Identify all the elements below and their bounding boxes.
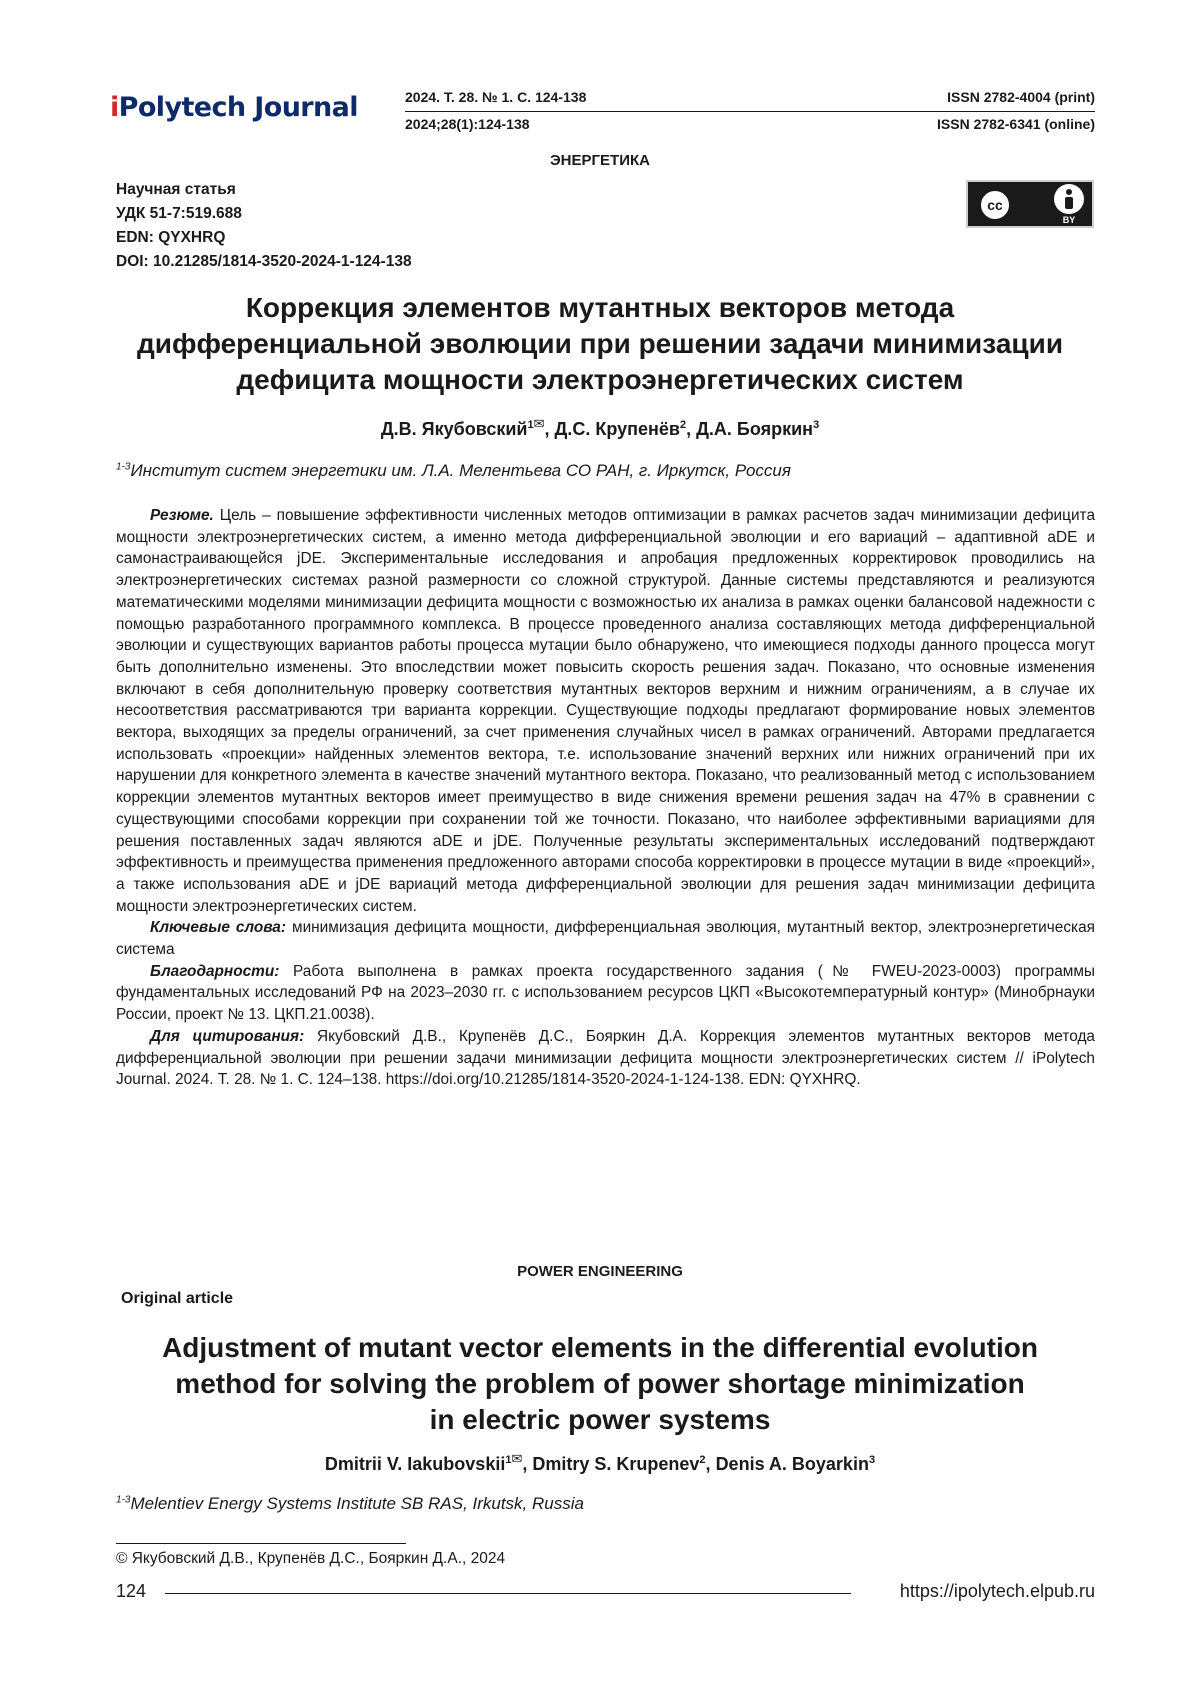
- cc-by-license-badge[interactable]: [966, 180, 1094, 228]
- authors-en: Dmitrii V. Iakubovskii$^{1✉}$, Dmitry S. Krupenev$^2$, Denis A. Boyarkin$^3$: [324, 1451, 876, 1474]
- acknowledgements: Благодарности: Работа выполнена в рамках проекта государственного задания (№ FWEU-2023-0003) программы фундаментальных исследований РФ на 2023–2030 гг. с использованием ресурсов ЦКП «Высокотемпературный контур» (Минобрнауки России, проект № 13. ЦКП.21.0038).: [116, 962, 1095, 1024]
- citation-ru: 2024. Т. 28. № 1. С. 124-138: [405, 89, 587, 105]
- footnote-divider: [116, 1543, 406, 1544]
- issn-online: ISSN 2782-6341 (online): [937, 116, 1095, 132]
- abstract: Резюме. Цель – повышение эффективности численных методов оптимизации в рамках расчетов задач минимизации дефицита мощности электроэнергетических систем, а именно метода дифференциальной эволюции и его вариаций – адаптивной aDE и самонастраивающейся jDE. Экспериментальные исследования и апробация предложенных корректировок проводились на электроэнергетических системах разной размерности со сложной структурой. Данные системы представляются и реализуются математическими моделями минимизации дефицита мощности с возможностью их анализа в рамках оценки балансовой надежности с помощью разработанного программного комплекса. В процессе проведенного анализа составляющих метода дифференциальной эволюции и существующих вариантов работы процесса мутации было обнаружено, что имеющиеся подходы данного процесса могут быть дополнительно изменены. Это впоследствии может повысить скорость решения задач. Показано, что основные изменения включают в себя дополнительную проверку соответствия мутантных векторов верхним и нижним ограничениям, а в случае их несоответствия рассматриваются три варианта коррекции. Существующие подходы предлагают формирование новых элементов вектора, выходящих за пределы ограничений, за счет применения случайных чисел в рамках ограничений. Авторами предлагается использовать «проекции» найденных элементов вектора, т.е. использование значений верхних или нижних ограничений при их нарушении для конкретного элемента в качестве значений мутантного вектора. Показано, что реализованный метод с использованием коррекции элементов мутантных векторов имеет преимущество в виде снижения времени решения задач на 47% в сравнении с существующими способами коррекции при сохранении той же точности. Показано, что наиболее эффективными вариациями для решения поставленных задач являются aDE и jDE. Полученные результаты экспериментальных исследований подтверждают эффективность и преимущества применения предложенного авторами способа корректировки в процессе мутации в виде «проекций», а также использования aDE и jDE вариаций метода дифференциальной эволюции для решения задач минимизации дефицита мощности электроэнергетических систем.: [116, 507, 1095, 915]
- rubric-ru: ЭНЕРГЕТИКА: [550, 152, 650, 169]
- affiliation-ru: $^{1-3}$Институт систем энергетики им. Л.А. Мелентьева СО РАН, г. Иркутск, Россия: [116, 461, 791, 480]
- article-type-en: Original article: [121, 1290, 234, 1307]
- article-type: Научная статья: [116, 181, 236, 198]
- footer-divider: [165, 1593, 851, 1594]
- issn-print: ISSN 2782-4004 (print): [947, 89, 1095, 105]
- journal-url[interactable]: https://ipolytech.elpub.ru: [899, 1581, 1095, 1601]
- udk: УДК 51-7:519.688: [116, 205, 242, 222]
- by-label: BY: [1048, 215, 1090, 226]
- mail-icon[interactable]: ✉: [533, 416, 545, 431]
- abstract-block: [116, 505, 1095, 1091]
- attribution-person-icon: [1054, 184, 1084, 214]
- article-meta: [116, 178, 412, 274]
- journal-logo: iPolytech Journal: [110, 92, 358, 123]
- cc-icon: cc: [978, 188, 1012, 222]
- page-number: 124: [116, 1581, 147, 1601]
- citation: Для цитирования: Якубовский Д.В., Крупенёв Д.С., Бояркин Д.А. Коррекция элементов мутантных векторов метода дифференциальной эволюции при решении задачи минимизации дефицита мощности электроэнергетических систем // iPolytech Journal. 2024. Т. 28. № 1. С. 124–138. https://doi.org/10.21285/1814-3520-2024-1-124-138. EDN: QYXHRQ.: [116, 1027, 1095, 1089]
- title-ru: Коррекция элементов мутантных векторов метода дифференциальной эволюции при решении задачи минимизации дефицита мощности электроэнергетических систем: [136, 292, 1064, 395]
- header-row-ru: [405, 89, 1095, 112]
- edn: EDN: QYXHRQ: [116, 229, 226, 246]
- rubric-en: POWER ENGINEERING: [517, 1263, 683, 1280]
- mail-icon[interactable]: ✉: [511, 1451, 523, 1466]
- citation-en: 2024;28(1):124-138: [405, 116, 530, 132]
- title-en: Adjustment of mutant vector elements in the differential evolution method for solving the problem of power shortage minimization in electric power systems: [162, 1332, 1038, 1435]
- keywords: Ключевые слова: минимизация дефицита мощности, дифференциальная эволюция, мутантный вектор, электроэнергетическая система: [116, 919, 1095, 959]
- doi: DOI: 10.21285/1814-3520-2024-1-124-138: [116, 253, 412, 270]
- copyright: © Якубовский Д.В., Крупенёв Д.С., Бояркин Д.А., 2024: [116, 1550, 506, 1567]
- authors-ru: Д.В. Якубовский$^{1✉}$, Д.С. Крупенёв$^2$, Д.А. Бояркин$^3$: [380, 416, 820, 439]
- affiliation-en: $^{1-3}$Melentiev Energy Systems Institute SB RAS, Irkutsk, Russia: [116, 1494, 584, 1513]
